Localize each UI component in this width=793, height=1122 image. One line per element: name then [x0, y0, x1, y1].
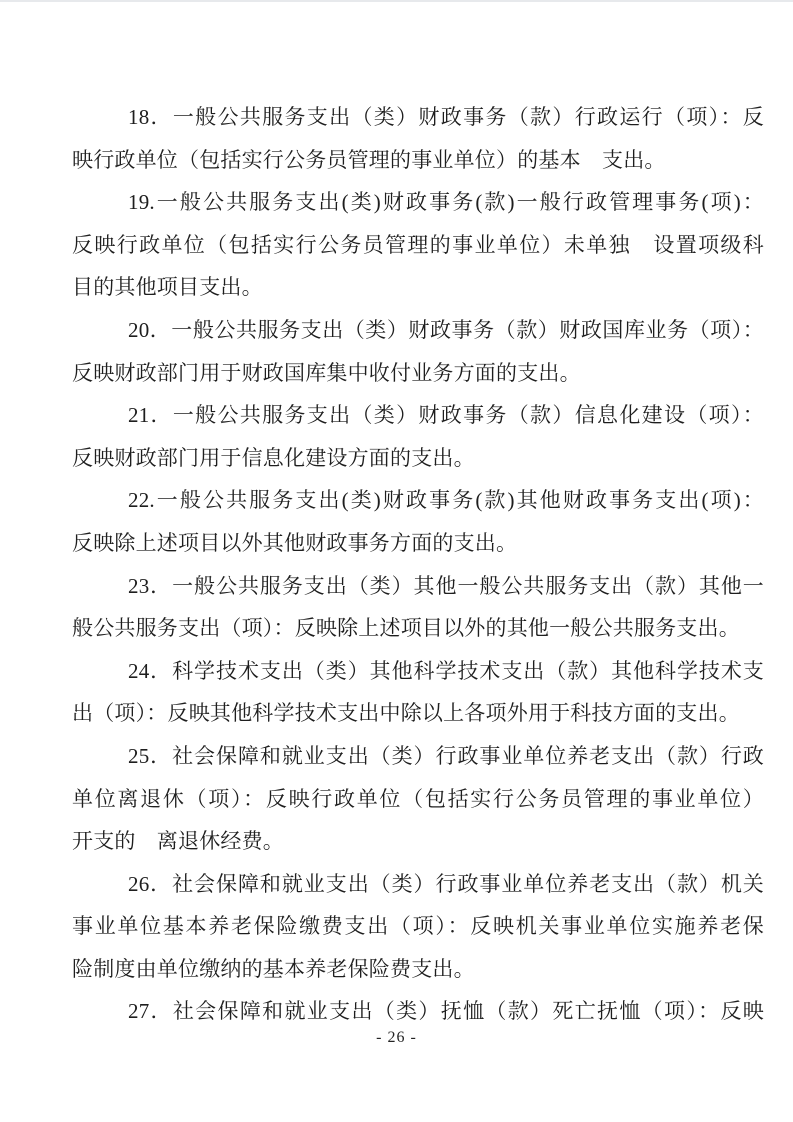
text-line: 开支的 离退休经费。 — [72, 829, 284, 854]
text-line: 反映行政单位（包括实行公务员管理的事业单位）未单独 设置项级科 — [72, 232, 764, 257]
document-body — [72, 96, 764, 1033]
text-line: 般公共服务支出（项）：反映除上述项目以外的其他一般公共服务支出。 — [72, 616, 740, 641]
paragraph-19 — [72, 181, 764, 309]
text-line: 映行政单位（包括实行公务员管理的事业单位）的基本 支出。 — [72, 147, 666, 172]
paragraph-23 — [72, 565, 764, 650]
text-line: 反映除上述项目以外其他财政事务方面的支出。 — [72, 530, 518, 555]
text-line: 20．一般公共服务支出（类）财政事务（款）财政国库业务（项）： — [128, 317, 764, 342]
paragraph-20 — [72, 309, 764, 394]
paragraph-27 — [72, 990, 764, 1033]
text-line: 险制度由单位缴纳的基本养老保险费支出。 — [72, 956, 475, 981]
paragraph-22 — [72, 479, 764, 564]
text-line: 25．社会保障和就业支出（类）行政事业单位养老支出（款）行政 — [128, 743, 764, 768]
text-line: 事业单位基本养老保险缴费支出（项）：反映机关事业单位实施养老保 — [72, 914, 764, 939]
text-line: 27．社会保障和就业支出（类）抚恤（款）死亡抚恤（项）：反映 — [128, 999, 764, 1024]
paragraph-21 — [72, 394, 764, 479]
text-line: 18．一般公共服务支出（类）财政事务（款）行政运行（项）：反 — [128, 105, 764, 129]
text-line: 反映财政部门用于财政国库集中收付业务方面的支出。 — [72, 360, 581, 385]
text-line: 24．科学技术支出（类）其他科学技术支出（款）其他科学技术支 — [128, 658, 764, 683]
paragraph-18 — [72, 96, 764, 181]
paragraph-25 — [72, 735, 764, 863]
text-line: 出（项）：反映其他科学技术支出中除以上各项外用于科技方面的支出。 — [72, 701, 740, 726]
text-line: 19.一般公共服务支出(类)财政事务(款)一般行政管理事务(项)： — [128, 190, 764, 215]
text-line: 22.一般公共服务支出(类)财政事务(款)其他财政事务支出(项)： — [128, 488, 764, 513]
text-line: 23．一般公共服务支出（类）其他一般公共服务支出（款）其他一 — [128, 573, 764, 598]
text-line: 26．社会保障和就业支出（类）行政事业单位养老支出（款）机关 — [128, 871, 764, 896]
text-line: 反映财政部门用于信息化建设方面的支出。 — [72, 445, 475, 470]
page-number: - 26 - — [376, 1029, 417, 1046]
paragraph-26 — [72, 863, 764, 991]
text-line: 21．一般公共服务支出（类）财政事务（款）信息化建设（项）： — [128, 403, 764, 428]
text-line: 目的其他项目支出。 — [72, 275, 263, 300]
text-line: 单位离退休（项）：反映行政单位（包括实行公务员管理的事业单位） — [72, 786, 764, 811]
paragraph-24 — [72, 650, 764, 735]
